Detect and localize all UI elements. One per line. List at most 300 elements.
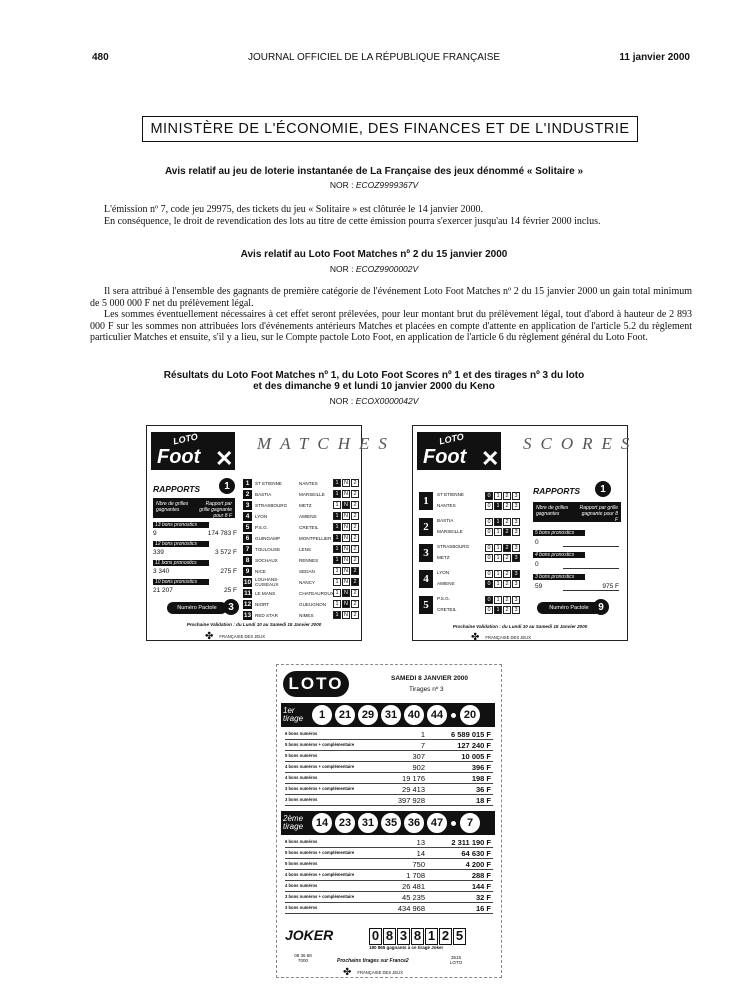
avis3-nor xyxy=(0,396,748,406)
score-boxes xyxy=(485,554,521,562)
complementary-ball: 20 xyxy=(459,704,481,726)
payout-amount: 396 F xyxy=(471,763,491,772)
rapport-row-label: 10 bons pronostics xyxy=(153,579,209,585)
result-1-box: 1 xyxy=(333,501,341,509)
rank-label: 5 bons numéros + complémentaire xyxy=(285,742,355,747)
winners-count: 1 xyxy=(420,730,425,739)
score-boxes xyxy=(485,596,521,604)
result-2-box: 2 xyxy=(351,556,359,564)
away-team: NANCY xyxy=(299,579,316,585)
result-boxes xyxy=(333,545,360,553)
winners-count: 3 340 xyxy=(153,568,170,575)
result-boxes xyxy=(333,501,360,509)
avis2-p1: Il sera attribué à l'ensemble des gagnants de première catégorie de l'événement Loto Foot Matches nº 2 du 15 janvier 2000 un gain total minimum de 5 000 000 F net du prélèvement légal. xyxy=(90,286,692,309)
tirage1-label: 1er tirage xyxy=(283,706,304,723)
score-box: 2 xyxy=(503,528,511,536)
result-1-box: 1 xyxy=(333,567,341,575)
rank-label: 6 bons numéros xyxy=(285,839,318,844)
away-team: MARSEILLE xyxy=(299,491,325,497)
rapport-row-label: 13 bons pronostics xyxy=(153,522,209,528)
rapport-row-label: 4 bons pronostics xyxy=(533,552,585,558)
loto-foot-scores-card xyxy=(412,425,639,643)
rank-row xyxy=(285,837,493,848)
pactole-label: Numéro Pactole xyxy=(537,602,601,614)
result-boxes xyxy=(333,589,360,597)
result-n-box: N xyxy=(342,512,350,520)
rapports-number: 1 xyxy=(219,478,235,494)
winners-count: 902 xyxy=(412,763,425,772)
result-n-box: N xyxy=(342,501,350,509)
result-n-box: N xyxy=(342,523,350,531)
score-boxes xyxy=(485,580,521,588)
avis2-nor xyxy=(0,264,748,274)
score-box: 2 xyxy=(503,554,511,562)
joker-digit: 1 xyxy=(425,928,438,945)
ministry-box xyxy=(142,116,638,142)
rank-row xyxy=(285,903,493,914)
score-box: 0 xyxy=(485,570,493,578)
match-number: 13 xyxy=(243,611,252,619)
payout-amount: 288 F xyxy=(471,871,491,880)
result-1-box: 1 xyxy=(333,589,341,597)
match-number: 5 xyxy=(419,596,433,614)
joker-digit: 8 xyxy=(411,928,424,945)
rapports-heading: RAPPORTS xyxy=(533,486,581,496)
loto-ball: 40 xyxy=(403,704,425,726)
score-box: 1 xyxy=(494,544,502,552)
away-team: AMIENS xyxy=(437,581,455,586)
score-box: 1 xyxy=(494,570,502,578)
loto-logo: LOTO xyxy=(283,671,349,697)
match-number: 7 xyxy=(243,545,252,554)
score-box: 3 xyxy=(512,544,520,552)
result-n-box: N xyxy=(342,611,350,619)
loto-ball: 29 xyxy=(357,704,379,726)
complementary-dot-icon xyxy=(451,713,456,718)
payout-amount: 36 F xyxy=(475,785,491,794)
away-team: RENNES xyxy=(299,557,319,563)
home-team: LE MANS xyxy=(255,590,276,596)
home-team: P.S.G. xyxy=(255,524,268,530)
score-box: 1 xyxy=(494,518,502,526)
result-boxes xyxy=(333,578,360,586)
score-box: 3 xyxy=(512,492,520,500)
winners-count: 14 xyxy=(416,849,425,858)
home-team: GUINGAMP xyxy=(255,535,281,541)
result-boxes xyxy=(333,523,360,531)
match-number: 3 xyxy=(419,544,433,562)
x-mark-icon: ✕ xyxy=(215,446,234,471)
result-n-box: N xyxy=(342,589,350,597)
score-box: 1 xyxy=(494,596,502,604)
clover-icon: ✤ xyxy=(343,967,352,978)
avis2-title: Avis relatif au Loto Foot Matches nº 2 du 15 janvier 2000 xyxy=(240,249,508,260)
result-n-box: N xyxy=(342,545,350,553)
payout-amount: 3 572 F xyxy=(214,549,237,556)
rank-row xyxy=(285,870,493,881)
complementary-ball: 7 xyxy=(459,812,481,834)
away-team: NANTES xyxy=(437,503,456,508)
result-1-box: 1 xyxy=(333,512,341,520)
result-n-box: N xyxy=(342,578,350,586)
draw-date: SAMEDI 8 JANVIER 2000 xyxy=(391,675,468,682)
rank-label: 3 bons numéros + complémentaire xyxy=(285,894,355,899)
winners-count: 19 176 xyxy=(402,774,425,783)
joker-digit: 8 xyxy=(383,928,396,945)
home-team: BASTIA xyxy=(255,491,272,497)
loto-results-card xyxy=(276,664,502,978)
home-team: P.S.G. xyxy=(437,596,450,601)
loto-ball: 31 xyxy=(380,704,402,726)
score-box: 0 xyxy=(485,518,493,526)
rank-row xyxy=(285,848,493,859)
rank-label: 3 bons numéros xyxy=(285,905,318,910)
rank-row xyxy=(285,784,493,795)
result-2-box: 2 xyxy=(351,611,359,619)
rank-row xyxy=(285,729,493,740)
score-boxes xyxy=(485,492,521,500)
result-n-box: N xyxy=(342,490,350,498)
result-boxes xyxy=(333,479,360,487)
loto-ball: 47 xyxy=(426,812,448,834)
payout-amount: 10 005 F xyxy=(461,752,491,761)
loto-ball: 44 xyxy=(426,704,448,726)
payout-amount: 275 F xyxy=(220,568,237,575)
match-number: 1 xyxy=(419,492,433,510)
score-box: 2 xyxy=(503,518,511,526)
score-box: 0 xyxy=(485,502,493,510)
score-boxes xyxy=(485,502,521,510)
score-box: 3 xyxy=(512,554,520,562)
loto-ball: 36 xyxy=(403,812,425,834)
home-team: LOUHANS-CUISEAUX xyxy=(255,577,279,587)
nor-code: ECOX0000042V xyxy=(355,396,419,406)
clover-icon: ✤ xyxy=(205,631,214,642)
score-box: 2 xyxy=(503,606,511,614)
rank-row xyxy=(285,762,493,773)
score-box: 3 xyxy=(512,570,520,578)
loto-foot-matches-card xyxy=(146,425,396,642)
rapports-column-header: Nbre de grilles gagnantes Rapport par grille gagnante pour 8 F xyxy=(533,502,621,522)
score-box: 0 xyxy=(485,554,493,562)
nor-label: NOR : xyxy=(329,264,354,274)
result-n-box: N xyxy=(342,479,350,487)
winners-count: 1 708 xyxy=(406,871,425,880)
joker-digit: 2 xyxy=(439,928,452,945)
rank-label: 4 bons numéros xyxy=(285,883,318,888)
clover-icon: ✤ xyxy=(471,632,480,643)
rapports-column-header: Nbre de grilles gagnantes Rapport par grille gagnante pour 8 F xyxy=(153,498,235,518)
payout-amount xyxy=(563,561,619,569)
winners-count: 26 481 xyxy=(402,882,425,891)
rank-row xyxy=(285,881,493,892)
rank-row xyxy=(285,773,493,784)
rank-label: 5 bons numéros + complémentaire xyxy=(285,850,355,855)
avis3-title-line1: Résultats du Loto Foot Matches nº 1, du Loto Foot Scores nº 1 et des tirages nº 3 du loto xyxy=(163,370,585,381)
match-number: 6 xyxy=(243,534,252,543)
match-number: 2 xyxy=(419,518,433,536)
score-boxes xyxy=(485,606,521,614)
fdj-logo: ✤ FRANÇAISE DES JEUX xyxy=(343,967,403,978)
score-box: 1 xyxy=(494,492,502,500)
result-n-box: N xyxy=(342,556,350,564)
away-team: GUEUGNON xyxy=(299,601,327,607)
joker-digit: 0 xyxy=(369,928,382,945)
payout-amount: 144 F xyxy=(471,882,491,891)
match-number: 3 xyxy=(243,501,252,510)
home-team: ST ETIENNE xyxy=(255,480,282,486)
match-number: 2 xyxy=(243,490,252,499)
payout-amount: 16 F xyxy=(475,904,491,913)
score-box: 3 xyxy=(512,528,520,536)
away-team: AMIENS xyxy=(299,513,317,519)
score-box: 1 xyxy=(494,606,502,614)
rapport-row-label: 3 bons pronostics xyxy=(533,574,585,580)
rapport-row-label: 11 bons pronostics xyxy=(153,560,209,566)
pactole-number: 9 xyxy=(593,599,609,615)
rank-label: 5 bons numéros xyxy=(285,861,318,866)
score-box: 0 xyxy=(485,606,493,614)
loto-ball: 1 xyxy=(311,704,333,726)
result-n-box: N xyxy=(342,600,350,608)
winners-count: 13 xyxy=(416,838,425,847)
result-2-box: 2 xyxy=(351,523,359,531)
payout-amount: 975 F xyxy=(563,583,619,591)
loto-ball: 31 xyxy=(357,812,379,834)
match-number: 4 xyxy=(419,570,433,588)
loto-foot-logo: LOTO Foot ✕ xyxy=(151,432,235,470)
score-box: 2 xyxy=(503,580,511,588)
nor-code: ECOZ9999367V xyxy=(355,180,419,190)
away-team: SEDAN xyxy=(299,568,315,574)
home-team: RED STAR xyxy=(255,612,278,618)
loto-ball: 21 xyxy=(334,704,356,726)
winners-count: 339 xyxy=(153,549,164,556)
result-boxes xyxy=(333,567,360,575)
loto-foot-logo: LOTO Foot ✕ xyxy=(417,432,501,470)
result-2-box: 2 xyxy=(351,512,359,520)
home-team: STRASBOURG xyxy=(437,544,470,549)
nor-label: NOR : xyxy=(329,180,354,190)
header-date: 11 janvier 2000 xyxy=(619,52,690,63)
match-number: 1 xyxy=(243,479,252,488)
score-box: 3 xyxy=(512,580,520,588)
home-team: LYON xyxy=(437,570,450,575)
result-1-box: 1 xyxy=(333,534,341,542)
rank-label: 6 bons numéros xyxy=(285,731,318,736)
home-team: ST ETIENNE xyxy=(437,492,464,497)
match-number: 9 xyxy=(243,567,252,576)
winners-count: 307 xyxy=(412,752,425,761)
payout-amount: 4 200 F xyxy=(465,860,491,869)
match-number: 11 xyxy=(244,589,251,597)
result-2-box: 2 xyxy=(351,479,359,487)
minitel-code: 3615 LOTO xyxy=(449,955,463,965)
avis1-p1: L'émission nº 7, code jeu 29975, des tickets du jeu « Solitaire » est clôturée le 14 janvier 2000. xyxy=(104,204,483,215)
complementary-dot-icon xyxy=(451,821,456,826)
score-box: 1 xyxy=(494,554,502,562)
score-box: 3 xyxy=(512,606,520,614)
result-1-box: 1 xyxy=(333,611,341,619)
validation-text: Prochaine Validation : du Lundi 10 au Samedi 15 Janvier 2000 xyxy=(186,622,322,627)
rank-label: 3 bons numéros + complémentaire xyxy=(285,786,355,791)
tirage2-label: 2ème tirage xyxy=(283,814,304,831)
rapports-number: 1 xyxy=(595,481,611,497)
result-2-box: 2 xyxy=(351,545,359,553)
result-1-box: 1 xyxy=(333,479,341,487)
draw-number: Tirages nº 3 xyxy=(409,686,444,693)
avis1-paragraph xyxy=(90,204,692,227)
winners-count: 0 xyxy=(535,539,539,546)
loto-ball: 14 xyxy=(311,812,333,834)
score-box: 1 xyxy=(494,502,502,510)
winners-count: 434 968 xyxy=(397,904,425,913)
away-team: LENS xyxy=(299,546,312,552)
rapports-heading: RAPPORTS xyxy=(153,484,201,494)
loto-ball: 35 xyxy=(380,812,402,834)
matches-brand: MATCHES xyxy=(257,434,396,453)
loto-ball: 23 xyxy=(334,812,356,834)
result-boxes xyxy=(333,512,360,520)
result-1-box: 1 xyxy=(333,523,341,531)
score-box: 0 xyxy=(485,492,493,500)
payout-amount: 25 F xyxy=(223,587,237,594)
journal-title: JOURNAL OFFICIEL DE LA RÉPUBLIQUE FRANÇAISE xyxy=(247,52,501,63)
result-2-box: 2 xyxy=(351,534,359,542)
avis2-p2: Les sommes éventuellement nécessaires à cet effet seront prélevées, pour leur montant brut du prélèvement légal, tout d'abord à hauteur de 2 893 000 F sur les sommes non attribuées lors d'événements antérieurs Matches et placées en compte d'attente en application de l'article 5.2 du règlement particulier Matches et ensuite, s'il y a lieu, sur le Compte pactole Loto Foot, en application de l'article 6 du règlement général du Loto Foot. xyxy=(90,309,692,343)
result-2-box: 2 xyxy=(351,490,359,498)
result-boxes xyxy=(333,600,360,608)
score-box: 1 xyxy=(494,580,502,588)
payout-amount: 32 F xyxy=(475,893,491,902)
score-box: 2 xyxy=(503,502,511,510)
fdj-logo: ✤ FRANÇAISE DES JEUX xyxy=(205,631,265,642)
match-number: 12 xyxy=(243,600,252,608)
rank-row xyxy=(285,751,493,762)
result-1-box: 1 xyxy=(333,545,341,553)
payout-amount: 174 783 F xyxy=(207,530,237,537)
home-team: NIORT xyxy=(255,601,270,607)
away-team: CRETEIL xyxy=(299,524,319,530)
result-n-box: N xyxy=(342,567,350,575)
joker-winners: 180 865 gagnants à ce tirage Joker xyxy=(369,945,444,950)
home-team: STRASBOURG xyxy=(255,502,288,508)
next-draws: Prochains tirages sur France2 xyxy=(337,958,409,964)
result-1-box: 1 xyxy=(333,490,341,498)
rank-label: 5 bons numéros xyxy=(285,753,318,758)
score-box: 3 xyxy=(512,596,520,604)
home-team: NICE xyxy=(255,568,266,574)
winners-count: 59 xyxy=(535,583,543,590)
joker-digit: 3 xyxy=(397,928,410,945)
away-team: CRETEIL xyxy=(437,607,457,612)
score-box: 2 xyxy=(503,492,511,500)
pactole-number: 3 xyxy=(223,599,239,615)
winners-count: 9 xyxy=(153,530,157,537)
rank-row xyxy=(285,892,493,903)
result-boxes xyxy=(333,556,360,564)
winners-count: 397 928 xyxy=(397,796,425,805)
away-team: MONTPELLIER xyxy=(299,535,332,541)
result-boxes xyxy=(333,534,360,542)
away-team: METZ xyxy=(299,502,312,508)
avis1-p2: En conséquence, le droit de revendication des lots au titre de cette émission pourra s'exercer jusqu'au 14 février 2000 inclus. xyxy=(104,215,601,227)
joker-digit: 5 xyxy=(453,928,466,945)
away-team: NANTES xyxy=(299,480,318,486)
payout-amount: 2 311 190 F xyxy=(451,838,491,847)
avis1-title: Avis relatif au jeu de loterie instantanée de La Française des jeux dénommé « Solitaire » xyxy=(164,166,584,177)
match-number: 8 xyxy=(243,556,252,565)
result-2-box: 2 xyxy=(351,501,359,509)
result-n-box: N xyxy=(342,534,350,542)
scores-brand: SCORES xyxy=(523,434,639,453)
page-number: 480 xyxy=(92,52,109,63)
rank-label: 4 bons numéros + complémentaire xyxy=(285,764,355,769)
score-box: 0 xyxy=(485,596,493,604)
payout-amount: 127 240 F xyxy=(457,741,491,750)
payout-amount: 6 589 015 F xyxy=(450,730,491,739)
payout-amount: 198 F xyxy=(471,774,491,783)
score-boxes xyxy=(485,544,521,552)
winners-count: 29 413 xyxy=(402,785,425,794)
avis3-title-line2: et des dimanche 9 et lundi 10 janvier 2000 du Keno xyxy=(253,381,495,392)
x-mark-icon: ✕ xyxy=(481,446,500,471)
result-2-box: 2 xyxy=(351,567,359,575)
away-team: CHATEAUROUX xyxy=(299,590,334,596)
rapport-row-label: 12 bons pronostics xyxy=(153,541,209,547)
pactole-label: Numéro Pactole xyxy=(167,602,227,614)
away-team: METZ xyxy=(437,555,450,560)
score-box: 0 xyxy=(485,580,493,588)
rapport-row-label: 5 bons pronostics xyxy=(533,530,585,536)
winners-count: 21 207 xyxy=(153,587,173,594)
phone-number: 08 36 68 7000 xyxy=(294,953,312,963)
home-team: TOULOUSE xyxy=(255,546,281,552)
away-team: NIMES xyxy=(299,612,314,618)
away-team: MARSEILLE xyxy=(437,529,463,534)
avis1-nor xyxy=(0,180,748,190)
result-1-box: 1 xyxy=(333,556,341,564)
result-1-box: 1 xyxy=(333,578,341,586)
result-boxes xyxy=(333,611,360,619)
payout-amount: 18 F xyxy=(475,796,491,805)
score-box: 0 xyxy=(485,528,493,536)
rank-row xyxy=(285,859,493,870)
result-2-box: 2 xyxy=(351,578,359,586)
score-box: 1 xyxy=(494,528,502,536)
score-box: 0 xyxy=(485,544,493,552)
match-number: 4 xyxy=(243,512,252,521)
result-2-box: 2 xyxy=(351,600,359,608)
payout-amount: 64 630 F xyxy=(461,849,491,858)
rank-label: 4 bons numéros + complémentaire xyxy=(285,872,355,877)
score-box: 2 xyxy=(503,570,511,578)
score-box: 3 xyxy=(512,502,520,510)
score-box: 2 xyxy=(503,596,511,604)
result-boxes xyxy=(333,490,360,498)
rank-label: 3 bons numéros xyxy=(285,797,318,802)
nor-code: ECOZ9900002V xyxy=(355,264,419,274)
match-number: 5 xyxy=(243,523,252,532)
score-boxes xyxy=(485,570,521,578)
score-boxes xyxy=(485,518,521,526)
avis2-paragraph xyxy=(90,286,692,344)
nor-label: NOR : xyxy=(329,396,354,406)
home-team: BASTIA xyxy=(437,518,454,523)
winners-count: 7 xyxy=(420,741,425,750)
home-team: SOCHAUX xyxy=(255,557,278,563)
winners-count: 0 xyxy=(535,561,539,568)
